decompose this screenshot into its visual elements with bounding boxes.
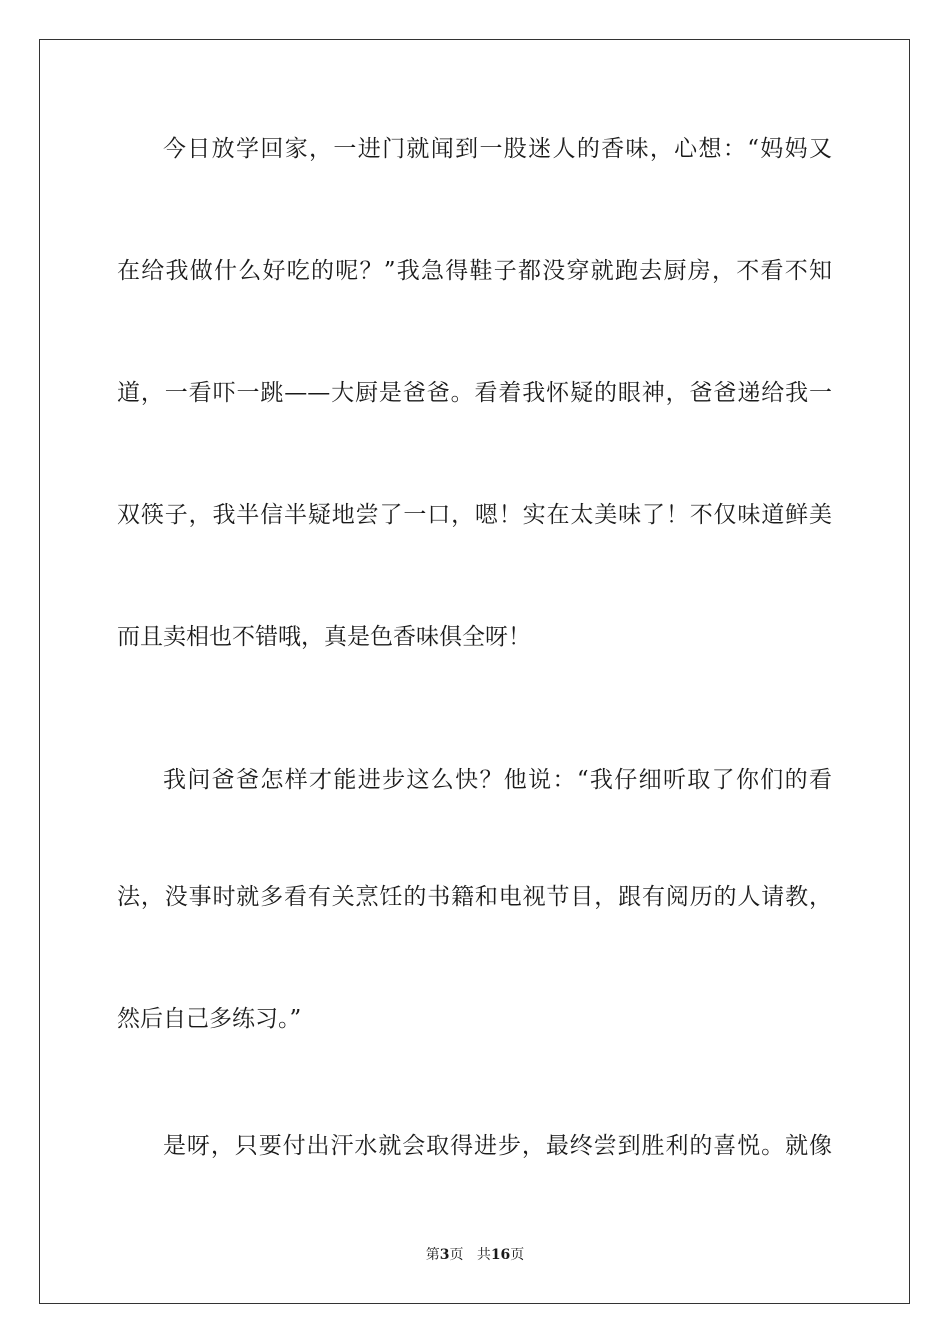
total-pages-prefix: 共 (476, 1247, 491, 1263)
paragraph-1-line-5: 而且卖相也不错哦，真是色香味俱全呀！ (117, 624, 531, 650)
page-border (39, 39, 910, 1304)
page-number-prefix: 第 (425, 1247, 440, 1263)
paragraph-1-line-2: 在给我做什么好吃的呢？”我急得鞋子都没穿就跑去厨房，不看不知 (117, 258, 832, 284)
paragraph-2-line-2: 法，没事时就多看有关烹饪的书籍和电视节目，跟有阅历的人请教， (117, 884, 832, 910)
paragraph-2-line-1: 我问爸爸怎样才能进步这么快？他说：“我仔细听取了你们的看 (163, 767, 832, 793)
paragraph-1-line-3: 道，一看吓一跳——大厨是爸爸。看着我怀疑的眼神，爸爸递给我一 (117, 380, 832, 406)
paragraph-1-line-1: 今日放学回家，一进门就闻到一股迷人的香味，心想：“妈妈又 (163, 136, 832, 162)
paragraph-1-line-4: 双筷子，我半信半疑地尝了一口，嗯！实在太美味了！不仅味道鲜美 (117, 502, 832, 528)
page-number-suffix: 页 (449, 1247, 464, 1263)
paragraph-3-line-1: 是呀，只要付出汗水就会取得进步，最终尝到胜利的喜悦。就像 (163, 1133, 832, 1159)
total-pages-suffix: 页 (510, 1247, 525, 1263)
paragraph-2-line-3: 然后自己多练习。” (117, 1006, 302, 1032)
page-number: 3 (439, 1247, 450, 1263)
total-pages: 16 (490, 1247, 511, 1263)
page-footer (0, 1244, 950, 1264)
